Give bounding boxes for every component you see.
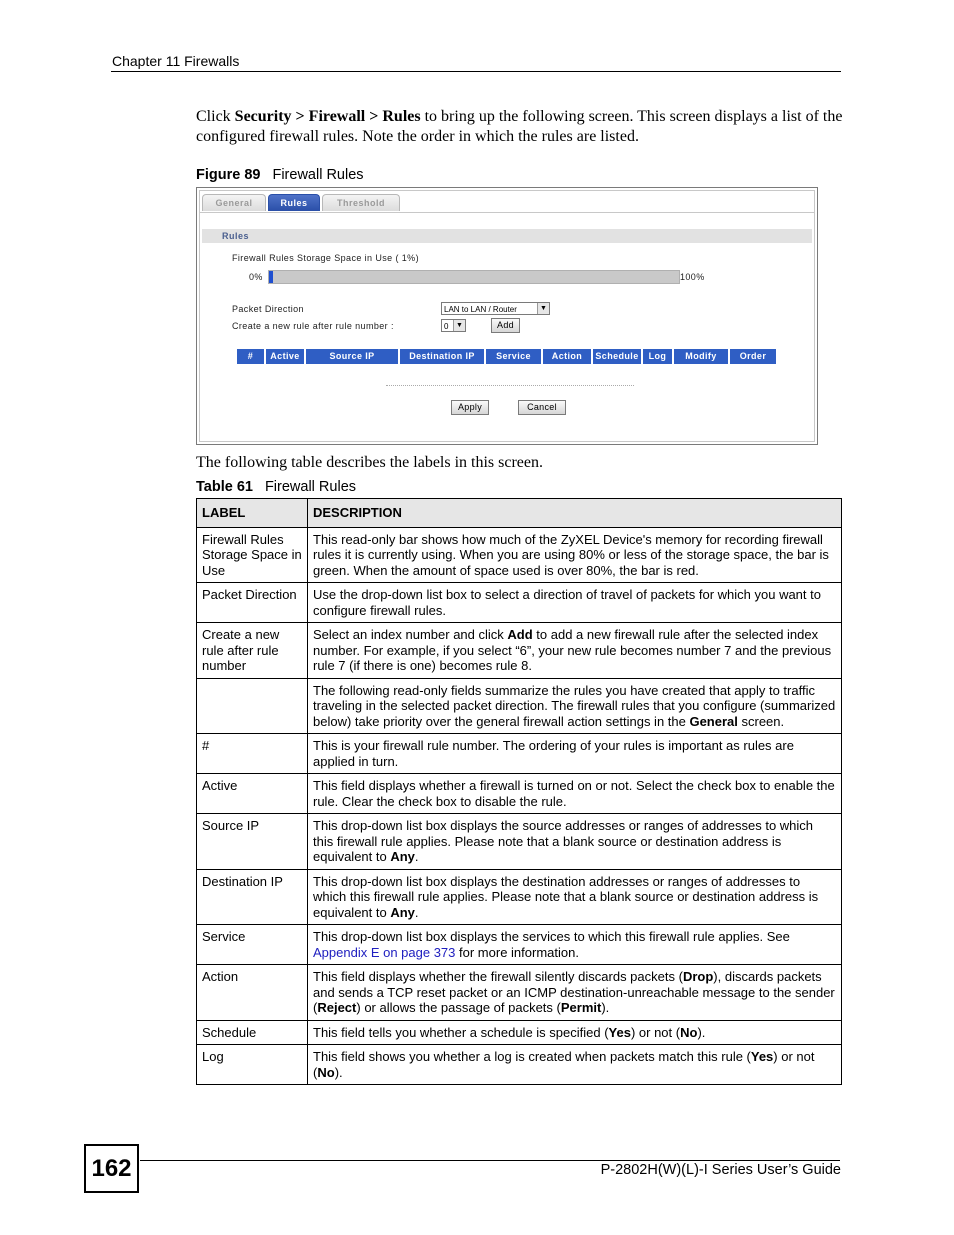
row-label: Packet Direction bbox=[197, 583, 308, 623]
chevron-down-icon: ▼ bbox=[537, 303, 549, 314]
col-number: # bbox=[237, 349, 264, 364]
row-label: Active bbox=[197, 774, 308, 814]
row-description: The following read-only fields summarize the rules you have created that apply to traffic traveling in the selected packet direction. The firewall rules that you configure (summarized below) take priority over the general firewall action settings in the General screen. bbox=[308, 678, 842, 734]
row-description: This field shows you whether a log is created when packets match this rule (Yes) or not (No). bbox=[308, 1045, 842, 1085]
col-source-ip: Source IP bbox=[306, 349, 398, 364]
tab-rules[interactable]: Rules bbox=[268, 194, 320, 211]
empty-rows-divider bbox=[386, 385, 634, 386]
row-description: Use the drop-down list box to select a direction of travel of packets for which you want to configure firewall rules. bbox=[308, 583, 842, 623]
figure-caption: Figure 89 Firewall Rules bbox=[196, 167, 364, 183]
chapter-header: Chapter 11 Firewalls bbox=[112, 53, 240, 69]
row-label: Schedule bbox=[197, 1020, 308, 1045]
table-row bbox=[197, 527, 842, 583]
tab-threshold[interactable]: Threshold bbox=[322, 194, 400, 211]
packet-direction-value: LAN to LAN / Router bbox=[444, 305, 517, 314]
storage-label: Firewall Rules Storage Space in Use ( 1%) bbox=[232, 253, 419, 263]
row-description: This read-only bar shows how much of the ZyXEL Device's memory for recording firewall rules it is currently using. When you are using 80% or less of the storage space, the bar is green. When the amount of space used is over 80%, the bar is red. bbox=[308, 527, 842, 583]
storage-progress-fill bbox=[269, 271, 273, 283]
section-title: Rules bbox=[202, 229, 812, 243]
table-row bbox=[197, 774, 842, 814]
table-row bbox=[197, 583, 842, 623]
row-label: Destination IP bbox=[197, 869, 308, 925]
col-log: Log bbox=[643, 349, 672, 364]
page-number: 162 bbox=[84, 1144, 139, 1193]
header-label: LABEL bbox=[197, 499, 308, 528]
row-label: # bbox=[197, 734, 308, 774]
header-divider bbox=[111, 71, 841, 72]
apply-button[interactable]: Apply bbox=[451, 400, 489, 415]
row-description: Select an index number and click Add to add a new firewall rule after the selected index number. For example, if you select “6”, your new rule becomes number 7 and the previous rule 7 (if there is one) becomes rule 8. bbox=[308, 623, 842, 679]
storage-progress-bar bbox=[268, 270, 680, 284]
tab-bar bbox=[202, 194, 402, 212]
row-description: This field displays whether a firewall is turned on or not. Select the check box to enable the rule. Clear the check box to disable the rule. bbox=[308, 774, 842, 814]
create-rule-label: Create a new rule after rule number : bbox=[232, 321, 394, 331]
table-row bbox=[197, 965, 842, 1021]
tab-divider bbox=[200, 212, 814, 213]
bar-min-label: 0% bbox=[249, 272, 263, 282]
row-label: Create a new rule after rule number bbox=[197, 623, 308, 679]
chevron-down-icon: ▼ bbox=[453, 320, 465, 331]
table-header-row bbox=[197, 499, 842, 528]
row-description: This drop-down list box displays the services to which this firewall rule applies. See Appendix E on page 373 for more information. bbox=[308, 925, 842, 965]
cancel-button[interactable]: Cancel bbox=[518, 400, 566, 415]
packet-direction-select[interactable] bbox=[441, 302, 550, 315]
table-intro-text: The following table describes the labels in this screen. bbox=[196, 454, 544, 471]
tab-general[interactable]: General bbox=[202, 194, 266, 211]
table-row bbox=[197, 1045, 842, 1085]
row-label: Service bbox=[197, 925, 308, 965]
col-schedule: Schedule bbox=[593, 349, 641, 364]
table-row bbox=[197, 734, 842, 774]
col-modify: Modify bbox=[674, 349, 728, 364]
row-label: Action bbox=[197, 965, 308, 1021]
rule-number-value: 0 bbox=[444, 322, 449, 331]
table-row bbox=[197, 869, 842, 925]
col-order: Order bbox=[730, 349, 776, 364]
row-label: Firewall Rules Storage Space in Use bbox=[197, 527, 308, 583]
table-row bbox=[197, 678, 842, 734]
bar-max-label: 100% bbox=[680, 272, 705, 282]
row-label: Log bbox=[197, 1045, 308, 1085]
rules-table-header bbox=[237, 349, 778, 364]
guide-title: P-2802H(W)(L)-I Series User’s Guide bbox=[600, 1162, 841, 1178]
footer-divider bbox=[140, 1160, 840, 1161]
row-description: This field displays whether the firewall silently discards packets (Drop), discards packets and sends a TCP reset packet or an ICMP destination-unreachable message to the sender (Reject) or allows the passage of packets (Permit). bbox=[308, 965, 842, 1021]
header-description: DESCRIPTION bbox=[308, 499, 842, 528]
row-description: This drop-down list box displays the destination addresses or ranges of addresses to which this firewall rule applies. Please note that a blank source or destination address is equivalent to Any. bbox=[308, 869, 842, 925]
table-row bbox=[197, 925, 842, 965]
rule-number-select[interactable] bbox=[441, 319, 466, 332]
row-label bbox=[197, 678, 308, 734]
table-row bbox=[197, 623, 842, 679]
table-row bbox=[197, 1020, 842, 1045]
appendix-link[interactable]: Appendix E on page 373 bbox=[313, 944, 456, 960]
intro-paragraph: Click Security > Firewall > Rules to bring up the following screen. This screen displays a list of the configured firewall rules. Note the order in which the rules are listed. bbox=[196, 108, 843, 145]
col-active: Active bbox=[266, 349, 304, 364]
packet-direction-label: Packet Direction bbox=[232, 304, 304, 314]
table-row bbox=[197, 814, 842, 870]
col-action: Action bbox=[543, 349, 591, 364]
row-description: This drop-down list box displays the source addresses or ranges of addresses to which this firewall rule applies. Please note that a blank source or destination address is equivalent to Any. bbox=[308, 814, 842, 870]
row-description: This field tells you whether a schedule is specified (Yes) or not (No). bbox=[308, 1020, 842, 1045]
firewall-rules-screenshot bbox=[196, 187, 818, 445]
col-destination-ip: Destination IP bbox=[400, 349, 484, 364]
table-caption: Table 61 Firewall Rules bbox=[196, 479, 357, 495]
row-description: This is your firewall rule number. The ordering of your rules is important as rules are applied in turn. bbox=[308, 734, 842, 774]
col-service: Service bbox=[486, 349, 541, 364]
add-button[interactable]: Add bbox=[491, 318, 520, 333]
row-label: Source IP bbox=[197, 814, 308, 870]
firewall-rules-description-table bbox=[196, 498, 842, 1085]
